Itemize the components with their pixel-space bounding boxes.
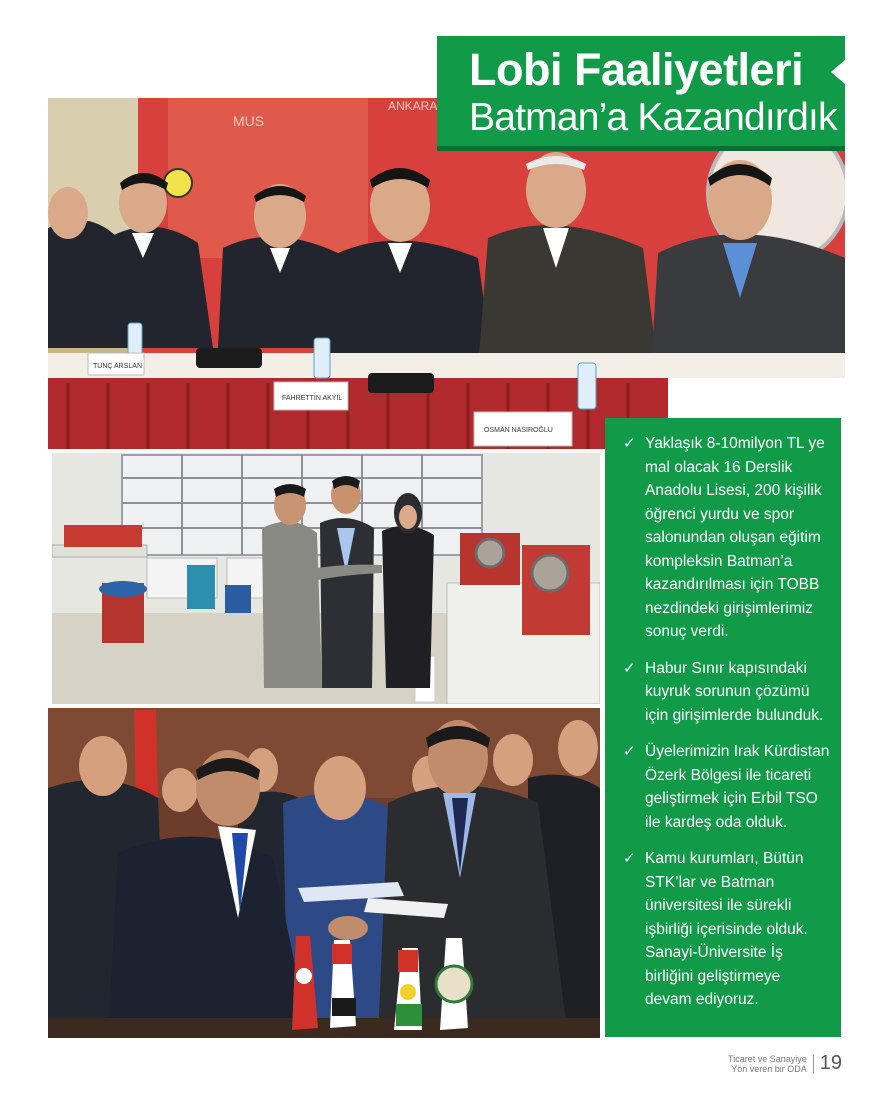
- list-item: [623, 432, 831, 644]
- name-card-2: FAHRETTİN AKYIL: [282, 395, 343, 402]
- check-icon: ✓: [623, 849, 636, 867]
- achievements-list: [623, 432, 831, 1012]
- workshop-photo-graphic: [52, 453, 600, 704]
- name-card-3: OSMAN NASIROĞLU: [484, 427, 553, 434]
- workshop-photo: [52, 453, 600, 704]
- name-card-1: TUNÇ ARSLAN: [93, 363, 143, 370]
- page-subtitle: Batman’a Kazandırdık: [469, 96, 837, 139]
- page-footer: [728, 1052, 842, 1075]
- list-item: [623, 740, 831, 834]
- page-title: Lobi Faaliyetleri: [469, 44, 804, 95]
- banner-arrow-icon: [831, 60, 845, 84]
- footer-divider: [813, 1054, 814, 1074]
- list-item-text: Kamu kurumları, Bütün STK’lar ve Batman üniversitesi ile sürekli işbirliği içerisinde olduk. Sanayi-Üniversite İş birliğini geliştirmeye devam ediyoruz.: [645, 850, 808, 1008]
- signing-photo-graphic: [48, 708, 600, 1038]
- list-item-text: Habur Sınır kapısındaki kuyruk sorunun çözümü için girişimlerde bulunduk.: [645, 659, 824, 724]
- check-icon: ✓: [623, 658, 636, 677]
- backdrop-text-1: MUS: [233, 113, 265, 129]
- footer-line-1: Ticaret ve Sanayiye: [728, 1053, 807, 1064]
- signing-photo: [48, 708, 600, 1038]
- page-number: 19: [819, 1052, 842, 1074]
- check-icon: ✓: [623, 434, 636, 452]
- footer-tagline: [728, 1054, 807, 1074]
- list-item: [623, 847, 831, 1012]
- backdrop-text-2: ANKARA: [388, 99, 438, 113]
- list-item: [623, 657, 831, 728]
- list-item-text: Yaklaşık 8-10milyon TL ye mal olacak 16 Derslik Anadolu Lisesi, 200 kişilik öğrenci yurdu ve spor salonundan oluşan eğitim kompleksin Batman’a kazandırılması için TOBB nezdindeki girişimlerimiz sonuç verdi.: [645, 435, 825, 640]
- footer-line-2: Yön veren bir ODA: [731, 1063, 807, 1074]
- achievements-panel: [605, 418, 841, 1037]
- list-item-text: Üyelerimizin Irak Kürdistan Özerk Bölgesi ile ticareti geliştirmek için Erbil TSO ile kardeş oda olduk.: [645, 743, 830, 831]
- title-banner: [437, 36, 845, 151]
- check-icon: ✓: [623, 742, 636, 760]
